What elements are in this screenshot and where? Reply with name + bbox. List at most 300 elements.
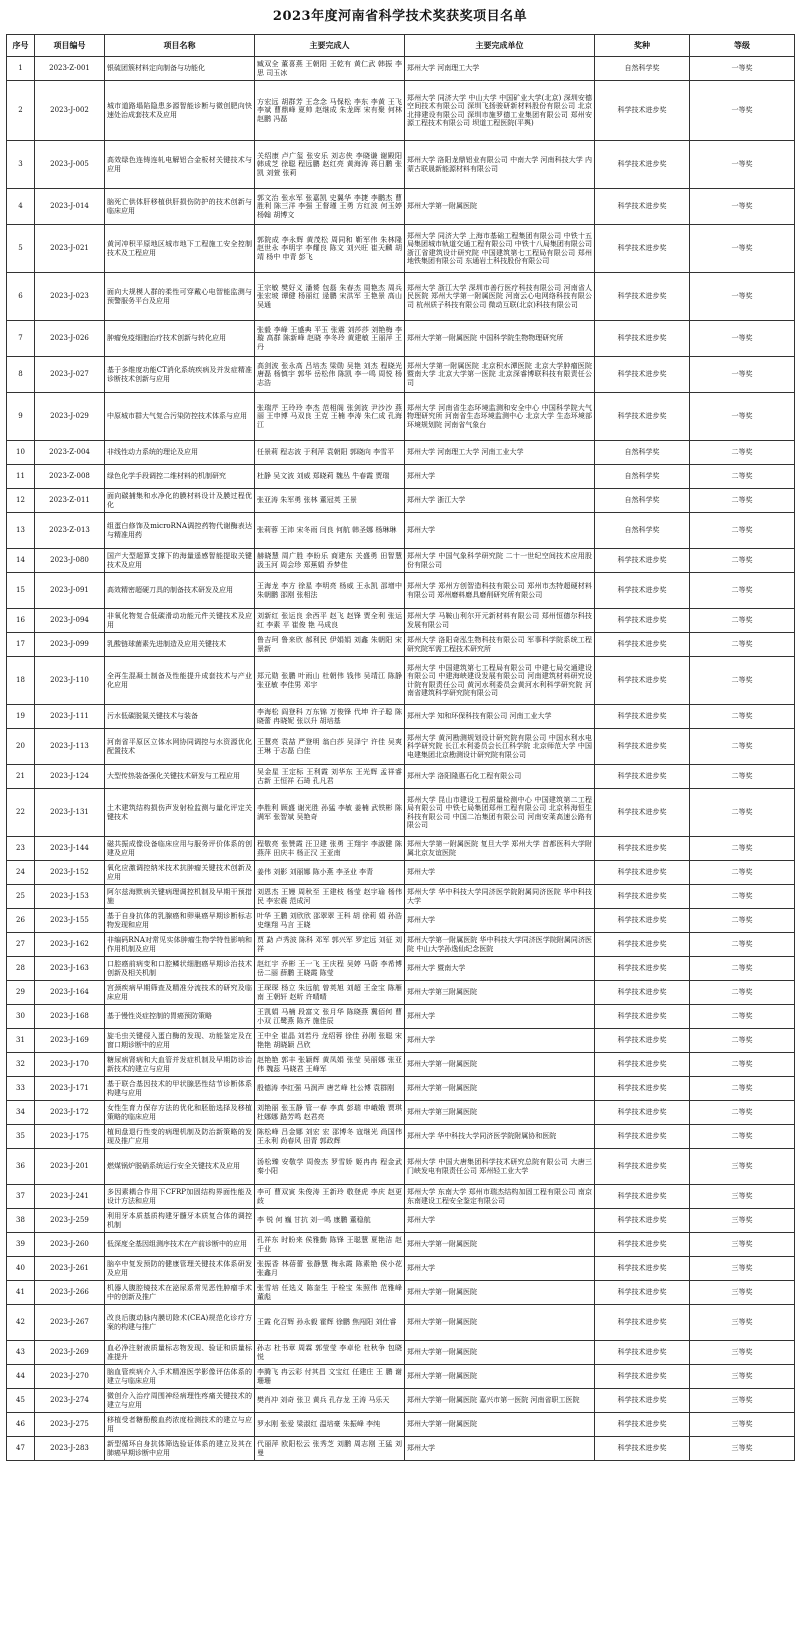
cell-award: 科学技术进步奖 [595, 1257, 690, 1281]
cell-code: 2023-J-155 [35, 909, 105, 933]
cell-no: 16 [7, 609, 35, 633]
cell-award: 科学技术进步奖 [595, 189, 690, 225]
table-row [7, 1077, 795, 1101]
cell-award: 科学技术进步奖 [595, 225, 690, 273]
cell-name: 燃煤锅炉脱硝系统运行安全关键技术及应用 [105, 1149, 255, 1185]
table-row [7, 1413, 795, 1437]
cell-award: 科学技术进步奖 [595, 861, 690, 885]
cell-level: 二等奖 [690, 981, 795, 1005]
cell-level: 二等奖 [690, 885, 795, 909]
cell-units: 郑州大学 [405, 465, 595, 489]
cell-level: 一等奖 [690, 357, 795, 393]
cell-name: 新型循环自身抗体筛选验证体系的建立及其在肺癌早期诊断中应用 [105, 1437, 255, 1461]
cell-name: 氧化应激调控纳米技术抗肿瘤关键技术创新及应用 [105, 861, 255, 885]
cell-code: 2023-J-201 [35, 1149, 105, 1185]
cell-award: 科学技术进步奖 [595, 1149, 690, 1185]
table-row [7, 513, 795, 549]
cell-award: 科学技术进步奖 [595, 909, 690, 933]
cell-people: 张振香 林蓓蕾 张静慧 梅永霞 陈素艳 侯小花 张鑫月 [255, 1257, 405, 1281]
cell-units: 郑州大学 马鞍山利尔开元新材料有限公司 郑州恒德尔科技发展有限公司 [405, 609, 595, 633]
cell-level: 一等奖 [690, 141, 795, 189]
cell-people: 张瑞芹 王玲玲 李杰 范相阁 张剑波 尹沙沙 燕丽 王申博 马双良 王克 王楠 李涛 朱仁成 孔海江 [255, 393, 405, 441]
cell-no: 18 [7, 657, 35, 705]
cell-code: 2023-J-164 [35, 981, 105, 1005]
cell-people: 刘艳丽 张玉静 管一春 李真 彭瑞 申峨娥 贾琪 杜娜娜 路芳鸣 赵君亮 [255, 1101, 405, 1125]
cell-people: 赫晓慧 周广胜 李盼乐 商建东 关盛勇 田智慧 汲玉河 周会珍 郑蕉娟 乔梦佳 [255, 549, 405, 573]
cell-no: 27 [7, 933, 35, 957]
cell-no: 29 [7, 981, 35, 1005]
cell-award: 科学技术进步奖 [595, 1125, 690, 1149]
cell-name: 面向大规模人群的柔性可穿戴心电智能监测与预警服务平台及应用 [105, 273, 255, 321]
column-header-units: 主要完成单位 [405, 35, 595, 57]
cell-no: 13 [7, 513, 35, 549]
table-row [7, 1389, 795, 1413]
table-row [7, 633, 795, 657]
cell-level: 三等奖 [690, 1233, 795, 1257]
cell-code: 2023-J-002 [35, 81, 105, 141]
cell-people: 方宏远 胡群芳 王念念 马保松 李东 李黄 王飞 李斌 曹鼎峰 夏帅 赵继成 朱龙晖 宋有聚 何林 赵鹏 冯磊 [255, 81, 405, 141]
cell-people: 王海龙 李方 徐星 李明亮 杨威 王永凯 邵增中 朱朝鹏 邵刚 张相法 [255, 573, 405, 609]
cell-units: 郑州大学第一附属医院 华中科技大学同济医学院附属同济医院 中山大学孙逸仙纪念医院 [405, 933, 595, 957]
cell-award: 科学技术进步奖 [595, 141, 690, 189]
cell-units: 郑州大学 [405, 861, 595, 885]
cell-award: 自然科学奖 [595, 57, 690, 81]
table-row [7, 189, 795, 225]
cell-no: 2 [7, 81, 35, 141]
cell-units: 郑州大学第一附属医院 复旦大学 郑州大学 首都医科大学附属北京友谊医院 [405, 837, 595, 861]
cell-code: 2023-J-175 [35, 1125, 105, 1149]
cell-no: 23 [7, 837, 35, 861]
cell-units: 郑州大学 华中科技大学同济医学院附属同济医院 华中科技大学 [405, 885, 595, 909]
cell-name: 脑卒中复发预防的健康管理关键技术体系研发及应用 [105, 1257, 255, 1281]
cell-award: 科学技术进步奖 [595, 81, 690, 141]
cell-award: 科学技术进步奖 [595, 1005, 690, 1029]
cell-level: 二等奖 [690, 549, 795, 573]
cell-level: 二等奖 [690, 609, 795, 633]
cell-code: 2023-J-144 [35, 837, 105, 861]
cell-code: 2023-J-026 [35, 321, 105, 357]
cell-level: 一等奖 [690, 189, 795, 225]
cell-name: 银硫团簇材料定向制备与功能化 [105, 57, 255, 81]
cell-code: 2023-J-029 [35, 393, 105, 441]
table-row [7, 609, 795, 633]
cell-award: 科学技术进步奖 [595, 885, 690, 909]
cell-people: 程敬亮 张赞霞 汪卫建 张勇 王翔宇 李淑健 陈燕萍 田庆丰 杨正汉 王亚南 [255, 837, 405, 861]
cell-no: 45 [7, 1389, 35, 1413]
cell-level: 二等奖 [690, 573, 795, 609]
cell-no: 41 [7, 1281, 35, 1305]
cell-people: 王宗敏 樊好义 潘赟 包磊 朱春杰 周艳杰 周兵 张宏坡 谭健 杨丽红 逯鹏 宋洪军 王艳景 高山 吴通 [255, 273, 405, 321]
cell-code: 2023-J-005 [35, 141, 105, 189]
cell-code: 2023-J-269 [35, 1341, 105, 1365]
cell-code: 2023-J-172 [35, 1101, 105, 1125]
cell-level: 一等奖 [690, 273, 795, 321]
cell-award: 科学技术进步奖 [595, 1341, 690, 1365]
cell-no: 3 [7, 141, 35, 189]
table-row [7, 1305, 795, 1341]
cell-units: 郑州大学第一附属医院 [405, 1281, 595, 1305]
cell-level: 三等奖 [690, 1185, 795, 1209]
cell-award: 科学技术进步奖 [595, 1389, 690, 1413]
cell-name: 中原城市群大气复合污染防控技术体系与应用 [105, 393, 255, 441]
table-row [7, 1209, 795, 1233]
cell-people: 罗水刚 张爱 梁淑红 温培豪 朱振峰 李纯 [255, 1413, 405, 1437]
column-header-no: 序号 [7, 35, 35, 57]
table-row [7, 1149, 795, 1185]
cell-code: 2023-J-014 [35, 189, 105, 225]
cell-no: 24 [7, 861, 35, 885]
cell-people: 张莉蓉 王沛 宋冬雨 闫良 何航 韩圣娜 杨琳琳 [255, 513, 405, 549]
cell-level: 三等奖 [690, 1341, 795, 1365]
cell-people: 张亚涛 朱军勇 张林 董冠英 王景 [255, 489, 405, 513]
cell-code: 2023-J-170 [35, 1053, 105, 1077]
table-row [7, 1101, 795, 1125]
cell-units: 郑州大学 浙江大学 深圳市善行医疗科技有限公司 河南省人民医院 郑州大学第一附属医院 河南云心电网络科技有限公司 杭州质子科技有限公司 微动互联(北京)科技有限公司 [405, 273, 595, 321]
cell-units: 郑州大学 [405, 1437, 595, 1461]
cell-award: 科学技术进步奖 [595, 609, 690, 633]
cell-level: 二等奖 [690, 837, 795, 861]
cell-no: 28 [7, 957, 35, 981]
table-row [7, 933, 795, 957]
cell-people: 李胜利 顾盛 谢光胜 孙猛 李敏 姜楠 武铁彬 陈满军 张智斌 吴艳奇 [255, 789, 405, 837]
cell-units: 郑州大学 [405, 1209, 595, 1233]
cell-code: 2023-J-283 [35, 1437, 105, 1461]
cell-no: 1 [7, 57, 35, 81]
cell-units: 郑州大学第三附属医院 [405, 1101, 595, 1125]
cell-people: 赵艳艳 郭丰 张颖辉 黄凤娟 张莹 吴丽娜 张亚伟 魏蕊 马晓君 王峰军 [255, 1053, 405, 1077]
cell-people: 姜伟 刘影 刘丽娜 陈小燕 李圣业 李青 [255, 861, 405, 885]
cell-units: 郑州大学 同济大学 上海市基础工程集团有限公司 中铁十五局集团城市轨道交通工程有限公司 中铁十八局集团有限公司 浙江省建筑设计研究院 中国建筑第七工程局有限公司 郑州地铁集团有限公司 东通岩土科技股份有限公司 [405, 225, 595, 273]
cell-units: 郑州大学第一附属医院 中国科学院生物物理研究所 [405, 321, 595, 357]
table-row [7, 789, 795, 837]
table-row [7, 441, 795, 465]
table-row [7, 1125, 795, 1149]
cell-people: 樊肖冲 刘奇 张卫 黄兵 孔存龙 王涛 马乐天 [255, 1389, 405, 1413]
cell-level: 一等奖 [690, 81, 795, 141]
cell-code: 2023-J-099 [35, 633, 105, 657]
cell-level: 二等奖 [690, 789, 795, 837]
cell-people: 李可 曹双寅 朱俊涛 王新玲 敬登虎 李庆 赵更歧 [255, 1185, 405, 1209]
cell-people: 李 锐 何 巍 甘抗 刘一鸣 康鹏 董稳航 [255, 1209, 405, 1233]
table-row [7, 1185, 795, 1209]
cell-people: 李腾飞 冉云彩 付其昌 文宝红 任建庄 王 鹏 谢珊珊 [255, 1365, 405, 1389]
cell-code: 2023-J-131 [35, 789, 105, 837]
table-row [7, 1281, 795, 1305]
column-header-level: 等级 [690, 35, 795, 57]
cell-units: 郑州大学 河南省生态环境监测和安全中心 中国科学院大气物理研究所 河南省生态环境监测中心 北京大学 生态环境部环境规划院 河南省气象台 [405, 393, 595, 441]
cell-level: 二等奖 [690, 1005, 795, 1029]
cell-name: 女性生育力保存方法的优化和胚胎选择及移植策略的临床应用 [105, 1101, 255, 1125]
cell-units: 郑州大学第一附属医院 [405, 189, 595, 225]
cell-units: 郑州大学 黄河勘测规划设计研究院有限公司 中国水利水电科学研究院 长江水利委员会长江科学院 北京师范大学 中国电建集团北京勘测设计研究院有限公司 [405, 729, 595, 765]
cell-no: 4 [7, 189, 35, 225]
cell-units: 郑州大学 [405, 1029, 595, 1053]
cell-name: 阿尔兹海默病关键病理调控机制及早期干预措施 [105, 885, 255, 909]
award-table [6, 34, 795, 1461]
cell-units: 郑州大学 河南理工大学 [405, 57, 595, 81]
cell-award: 科学技术进步奖 [595, 789, 690, 837]
cell-award: 科学技术进步奖 [595, 729, 690, 765]
cell-name: 高效绿色连铸连轧电解铝合金板材关键技术与应用 [105, 141, 255, 189]
cell-name: 基于慢性炎症控制的胃癌预防策略 [105, 1005, 255, 1029]
cell-code: 2023-Z-004 [35, 441, 105, 465]
cell-no: 6 [7, 273, 35, 321]
cell-code: 2023-J-270 [35, 1365, 105, 1389]
cell-name: 植间盘退行性变的病理机制及防治新策略的发现及推广应用 [105, 1125, 255, 1149]
cell-level: 一等奖 [690, 225, 795, 273]
table-row [7, 57, 795, 81]
cell-no: 17 [7, 633, 35, 657]
cell-level: 一等奖 [690, 57, 795, 81]
cell-name: 血必净注射液质量标志物发现、验证和质量标准提升 [105, 1341, 255, 1365]
cell-no: 46 [7, 1413, 35, 1437]
cell-units: 郑州大学第一附属医院 嘉兴市第一医院 河南省职工医院 [405, 1389, 595, 1413]
cell-award: 自然科学奖 [595, 489, 690, 513]
cell-level: 二等奖 [690, 1029, 795, 1053]
cell-name: 面向碳捕集和水净化的膜材料设计及膜过程优化 [105, 489, 255, 513]
cell-name: 宫颈疾病早期筛查及精准分流技术的研究及临床应用 [105, 981, 255, 1005]
table-row [7, 981, 795, 1005]
cell-award: 科学技术进步奖 [595, 657, 690, 705]
cell-no: 31 [7, 1029, 35, 1053]
cell-code: 2023-J-152 [35, 861, 105, 885]
cell-units: 郑州大学第一附属医院 [405, 1413, 595, 1437]
cell-name: 基于自身抗体的乳腺癌和卵巢癌早期诊断标志物发现和应用 [105, 909, 255, 933]
cell-level: 二等奖 [690, 1077, 795, 1101]
cell-people: 高剑波 张永高 吕培杰 梁勋 吴艳 刘杰 程晓光 唐磊 杨慎宇 郭华 岳松伟 陈凯 李一鸣 周悦 杨志浩 [255, 357, 405, 393]
cell-people: 王琛琛 杨立 朱远航 曾英旭 刘超 王金宝 陈雁南 王朝轩 赵昕 许晴晴 [255, 981, 405, 1005]
cell-units: 郑州大学第一附属医院 北京积水潭医院 北京大学肿瘤医院 暨南大学 北京大学第一医院 北京深睿博联科技有限责任公司 [405, 357, 595, 393]
cell-code: 2023-J-267 [35, 1305, 105, 1341]
cell-no: 10 [7, 441, 35, 465]
cell-level: 二等奖 [690, 1101, 795, 1125]
cell-no: 40 [7, 1257, 35, 1281]
cell-code: 2023-J-260 [35, 1233, 105, 1257]
cell-no: 42 [7, 1305, 35, 1341]
table-row [7, 1005, 795, 1029]
cell-name: 非氧化物复合低碳滑动功能元件关键技术及应用 [105, 609, 255, 633]
cell-level: 二等奖 [690, 933, 795, 957]
cell-code: 2023-Z-001 [35, 57, 105, 81]
cell-people: 郭文治 张水军 张嘉凯 史翼华 李捷 李鹏杰 曹胜利 陈三洋 李强 王督瑾 王勇 方红波 何玉婷 杨翰 胡博文 [255, 189, 405, 225]
cell-award: 自然科学奖 [595, 465, 690, 489]
cell-units: 郑州大学 中国气象科学研究院 二十一世纪空间技术应用股份有限公司 [405, 549, 595, 573]
cell-no: 38 [7, 1209, 35, 1233]
cell-units: 郑州大学 洛阳奇泓生物科技有限公司 军事科学院系统工程研究院军需工程技术研究所 [405, 633, 595, 657]
cell-no: 22 [7, 789, 35, 837]
column-header-name: 项目名称 [105, 35, 255, 57]
cell-award: 科学技术进步奖 [595, 837, 690, 861]
cell-name: 基于多维度功能CT消化系统疾病及并发症精准诊断技术创新与应用 [105, 357, 255, 393]
cell-people: 刘恩杰 王嫚 周秋至 王建枝 杨莹 赵宇瑜 杨伟民 李宏震 范成河 [255, 885, 405, 909]
cell-people: 杜静 吴文波 刘威 郑晓莉 魏丛 牛春霞 贾瑞 [255, 465, 405, 489]
cell-units: 郑州大学 东南大学 郑州市瑞杰结构加固工程有限公司 南京东南建设工程安全鉴定有限公司 [405, 1185, 595, 1209]
cell-name: 糖尿病肾病和大血管并发症机制及早期防诊治新技术的建立与应用 [105, 1053, 255, 1077]
cell-no: 5 [7, 225, 35, 273]
cell-people: 李海松 阎登科 万东锦 万俊锋 代坤 许子聪 陈晓蕾 冉晓妮 张以升 胡培基 [255, 705, 405, 729]
cell-no: 32 [7, 1053, 35, 1077]
cell-people: 张雪培 任选义 陈奎生 于栓宝 朱照伟 范雅峰 董彪 [255, 1281, 405, 1305]
cell-people: 任景莉 程志波 于利萍 袁朝阳 郭晓向 李雪平 [255, 441, 405, 465]
cell-name: 全再生混凝土制备及性能提升成套技术与产业化应用 [105, 657, 255, 705]
cell-people: 臧双全 董喜燕 王朝阳 王乾有 黄仁武 韩振 李思 司玉冰 [255, 57, 405, 81]
cell-no: 19 [7, 705, 35, 729]
table-header-row [7, 35, 795, 57]
cell-units: 郑州大学第一附属医院 [405, 1365, 595, 1389]
cell-level: 二等奖 [690, 957, 795, 981]
cell-name: 磁共振成像设备临床应用与服务评价体系的创建及应用 [105, 837, 255, 861]
cell-units: 郑州大学第一附属医院 [405, 1305, 595, 1341]
cell-people: 王霞 化召辉 孙永毅 霍辉 徐鹏 焦闯阳 刘仕睿 [255, 1305, 405, 1341]
cell-code: 2023-J-153 [35, 885, 105, 909]
table-body [7, 57, 795, 1461]
table-row [7, 729, 795, 765]
cell-name: 机器人腹腔镜技术在泌尿系常见恶性肿瘤手术中的创新及推广 [105, 1281, 255, 1305]
cell-name: 脑血管疾病介入手术精准医学影像评估体系的建立与临床应用 [105, 1365, 255, 1389]
cell-no: 15 [7, 573, 35, 609]
column-header-people: 主要完成人 [255, 35, 405, 57]
cell-level: 二等奖 [690, 729, 795, 765]
cell-units: 郑州大学 洛阳隆惠石化工程有限公司 [405, 765, 595, 789]
cell-level: 三等奖 [690, 1389, 795, 1413]
cell-people: 王慧亮 袁喆 严登明 翁白莎 吴泽宁 许佳 吴爽 王琳 于志磊 白佳 [255, 729, 405, 765]
cell-people: 王中全 崔晶 刘若丹 龙绍蓉 徐佳 孙刚 张聪 宋艳艳 胡晓颖 吕欣 [255, 1029, 405, 1053]
cell-award: 科学技术进步奖 [595, 393, 690, 441]
cell-name: 土木建筑结构损伤声发射检监测与量化评定关键技术 [105, 789, 255, 837]
table-row [7, 465, 795, 489]
cell-people: 代丽萍 欧阳松云 张秀芝 刘鹏 周志刚 王猛 刘曼 [255, 1437, 405, 1461]
cell-level: 二等奖 [690, 705, 795, 729]
cell-level: 三等奖 [690, 1149, 795, 1185]
cell-code: 2023-J-091 [35, 573, 105, 609]
cell-units: 郑州大学第三附属医院 [405, 981, 595, 1005]
cell-people: 郭院成 李永辉 黄茂松 周同和 靳军伟 朱林隆 赵世永 李明宇 李耀良 陈文 刘兴旺 崔天麟 胡靖 杨中 申青 彭飞 [255, 225, 405, 273]
cell-no: 33 [7, 1077, 35, 1101]
cell-units: 郑州大学第一附属医院 [405, 1077, 595, 1101]
cell-units: 郑州大学 [405, 513, 595, 549]
cell-units: 郑州大学 中国建筑第七工程局有限公司 中建七局交通建设有限公司 中建海峡建设发展有限公司 河南建筑材料研究设计院有限责任公司 黄河水利委员会黄河水利科学研究院 河南省建筑科学研究院有限公司 [405, 657, 595, 705]
cell-award: 科学技术进步奖 [595, 321, 690, 357]
cell-code: 2023-J-094 [35, 609, 105, 633]
cell-units: 郑州大学 河南理工大学 河南工业大学 [405, 441, 595, 465]
table-row [7, 1257, 795, 1281]
cell-people: 殷德涛 李红强 马润声 唐艺峰 杜公博 袁群刚 [255, 1077, 405, 1101]
cell-no: 47 [7, 1437, 35, 1461]
cell-award: 科学技术进步奖 [595, 1077, 690, 1101]
cell-code: 2023-J-171 [35, 1077, 105, 1101]
table-row [7, 141, 795, 189]
cell-people: 陈松峰 吕金娜 刘宏 宏 邵博冬 寇继光 尚国伟 王永利 尚春风 田青 郭政辉 [255, 1125, 405, 1149]
cell-no: 11 [7, 465, 35, 489]
cell-name: 旋毛虫关键侵入蛋白酶的发现、功能鉴定及在窗口期诊断中的应用 [105, 1029, 255, 1053]
cell-no: 8 [7, 357, 35, 393]
cell-award: 科学技术进步奖 [595, 1281, 690, 1305]
cell-award: 科学技术进步奖 [595, 357, 690, 393]
cell-award: 科学技术进步奖 [595, 1233, 690, 1257]
cell-award: 科学技术进步奖 [595, 549, 690, 573]
cell-name: 污水低碳脱氮关键技术与装备 [105, 705, 255, 729]
cell-award: 科学技术进步奖 [595, 273, 690, 321]
cell-award: 科学技术进步奖 [595, 1365, 690, 1389]
cell-people: 张毅 李峰 王盛典 平玉 张震 刘莎莎 刘艳梅 李璇 高群 陈新峰 赵晓 李冬玲 黄建敏 王丽萍 王丹 [255, 321, 405, 357]
cell-no: 14 [7, 549, 35, 573]
cell-units: 郑州大学 华中科技大学同济医学院附属协和医院 [405, 1125, 595, 1149]
cell-award: 科学技术进步奖 [595, 1053, 690, 1077]
cell-award: 科学技术进步奖 [595, 1185, 690, 1209]
cell-no: 30 [7, 1005, 35, 1029]
cell-no: 12 [7, 489, 35, 513]
cell-people: 汤松臻 安敬学 周俊杰 罗雪娇 姬冉冉 程金武 秦小阳 [255, 1149, 405, 1185]
cell-name: 河南省平原区立体水网协同调控与水资源优化配置技术 [105, 729, 255, 765]
cell-units: 郑州大学第一附属医院 [405, 1053, 595, 1077]
cell-people: 孙志 杜书章 周霖 郭莹莹 李卓伦 杜秋争 包晓悦 [255, 1341, 405, 1365]
cell-award: 科学技术进步奖 [595, 1029, 690, 1053]
cell-award: 科学技术进步奖 [595, 981, 690, 1005]
table-row [7, 321, 795, 357]
cell-units: 郑州大学 [405, 1005, 595, 1029]
cell-code: 2023-J-021 [35, 225, 105, 273]
cell-level: 二等奖 [690, 489, 795, 513]
cell-code: 2023-J-266 [35, 1281, 105, 1305]
cell-no: 43 [7, 1341, 35, 1365]
cell-code: 2023-J-274 [35, 1389, 105, 1413]
cell-no: 26 [7, 909, 35, 933]
cell-units: 郑州大学 昆山市建设工程质量检测中心 中国建筑第二工程局有限公司 中铁七局集团郑州工程有限公司 北京科海恒生科技有限公司 中国二冶集团有限公司 河南安莱高速公路有限公司 [405, 789, 595, 837]
cell-no: 7 [7, 321, 35, 357]
cell-level: 三等奖 [690, 1365, 795, 1389]
cell-level: 三等奖 [690, 1413, 795, 1437]
cell-award: 科学技术进步奖 [595, 705, 690, 729]
table-row [7, 549, 795, 573]
cell-code: 2023-J-241 [35, 1185, 105, 1209]
table-row [7, 489, 795, 513]
cell-level: 二等奖 [690, 513, 795, 549]
table-row [7, 1437, 795, 1461]
cell-units: 郑州大学 中国大唐集团科学技术研究总院有限公司 大唐三门峡发电有限责任公司 郑州轻工业大学 [405, 1149, 595, 1185]
cell-level: 二等奖 [690, 657, 795, 705]
cell-name: 肿瘤免疫细胞治疗技术创新与转化应用 [105, 321, 255, 357]
cell-units: 郑州大学 [405, 909, 595, 933]
cell-name: 非编码RNA对常见实体肿瘤生物学特性影响和作用机制及应用 [105, 933, 255, 957]
cell-no: 34 [7, 1101, 35, 1125]
table-row [7, 393, 795, 441]
table-row [7, 837, 795, 861]
cell-no: 25 [7, 885, 35, 909]
cell-level: 一等奖 [690, 393, 795, 441]
cell-name: 低深度全基因组测序技术在产前诊断中的应用 [105, 1233, 255, 1257]
cell-code: 2023-J-080 [35, 549, 105, 573]
cell-award: 科学技术进步奖 [595, 1101, 690, 1125]
cell-name: 改良后腹动脉内膜切除术(CEA)规范化诊疗方案的构建与推广 [105, 1305, 255, 1341]
cell-level: 二等奖 [690, 633, 795, 657]
cell-award: 科学技术进步奖 [595, 573, 690, 609]
cell-code: 2023-J-261 [35, 1257, 105, 1281]
cell-level: 三等奖 [690, 1209, 795, 1233]
cell-code: 2023-J-124 [35, 765, 105, 789]
cell-code: 2023-J-113 [35, 729, 105, 765]
cell-level: 二等奖 [690, 1125, 795, 1149]
cell-no: 21 [7, 765, 35, 789]
cell-units: 郑州大学 郑州方创智造科技有限公司 郑州市杰特超硬材料有限公司 郑州磨料磨具磨削研究所有限公司 [405, 573, 595, 609]
cell-units: 郑州大学 洛阳龙鼎铝业有限公司 中南大学 河南科技大学 内蒙古联晟新能源材料有限公司 [405, 141, 595, 189]
cell-name: 黄河冲积平原地区城市地下工程施工安全控制技术及工程应用 [105, 225, 255, 273]
cell-units: 郑州大学 知和环保科技有限公司 河南工业大学 [405, 705, 595, 729]
cell-name: 绿色化学手段调控二维材料的机制研究 [105, 465, 255, 489]
table-row [7, 957, 795, 981]
cell-code: 2023-Z-011 [35, 489, 105, 513]
cell-no: 37 [7, 1185, 35, 1209]
cell-name: 利用牙本质基质构建牙髓牙本质复合体的调控机制 [105, 1209, 255, 1233]
